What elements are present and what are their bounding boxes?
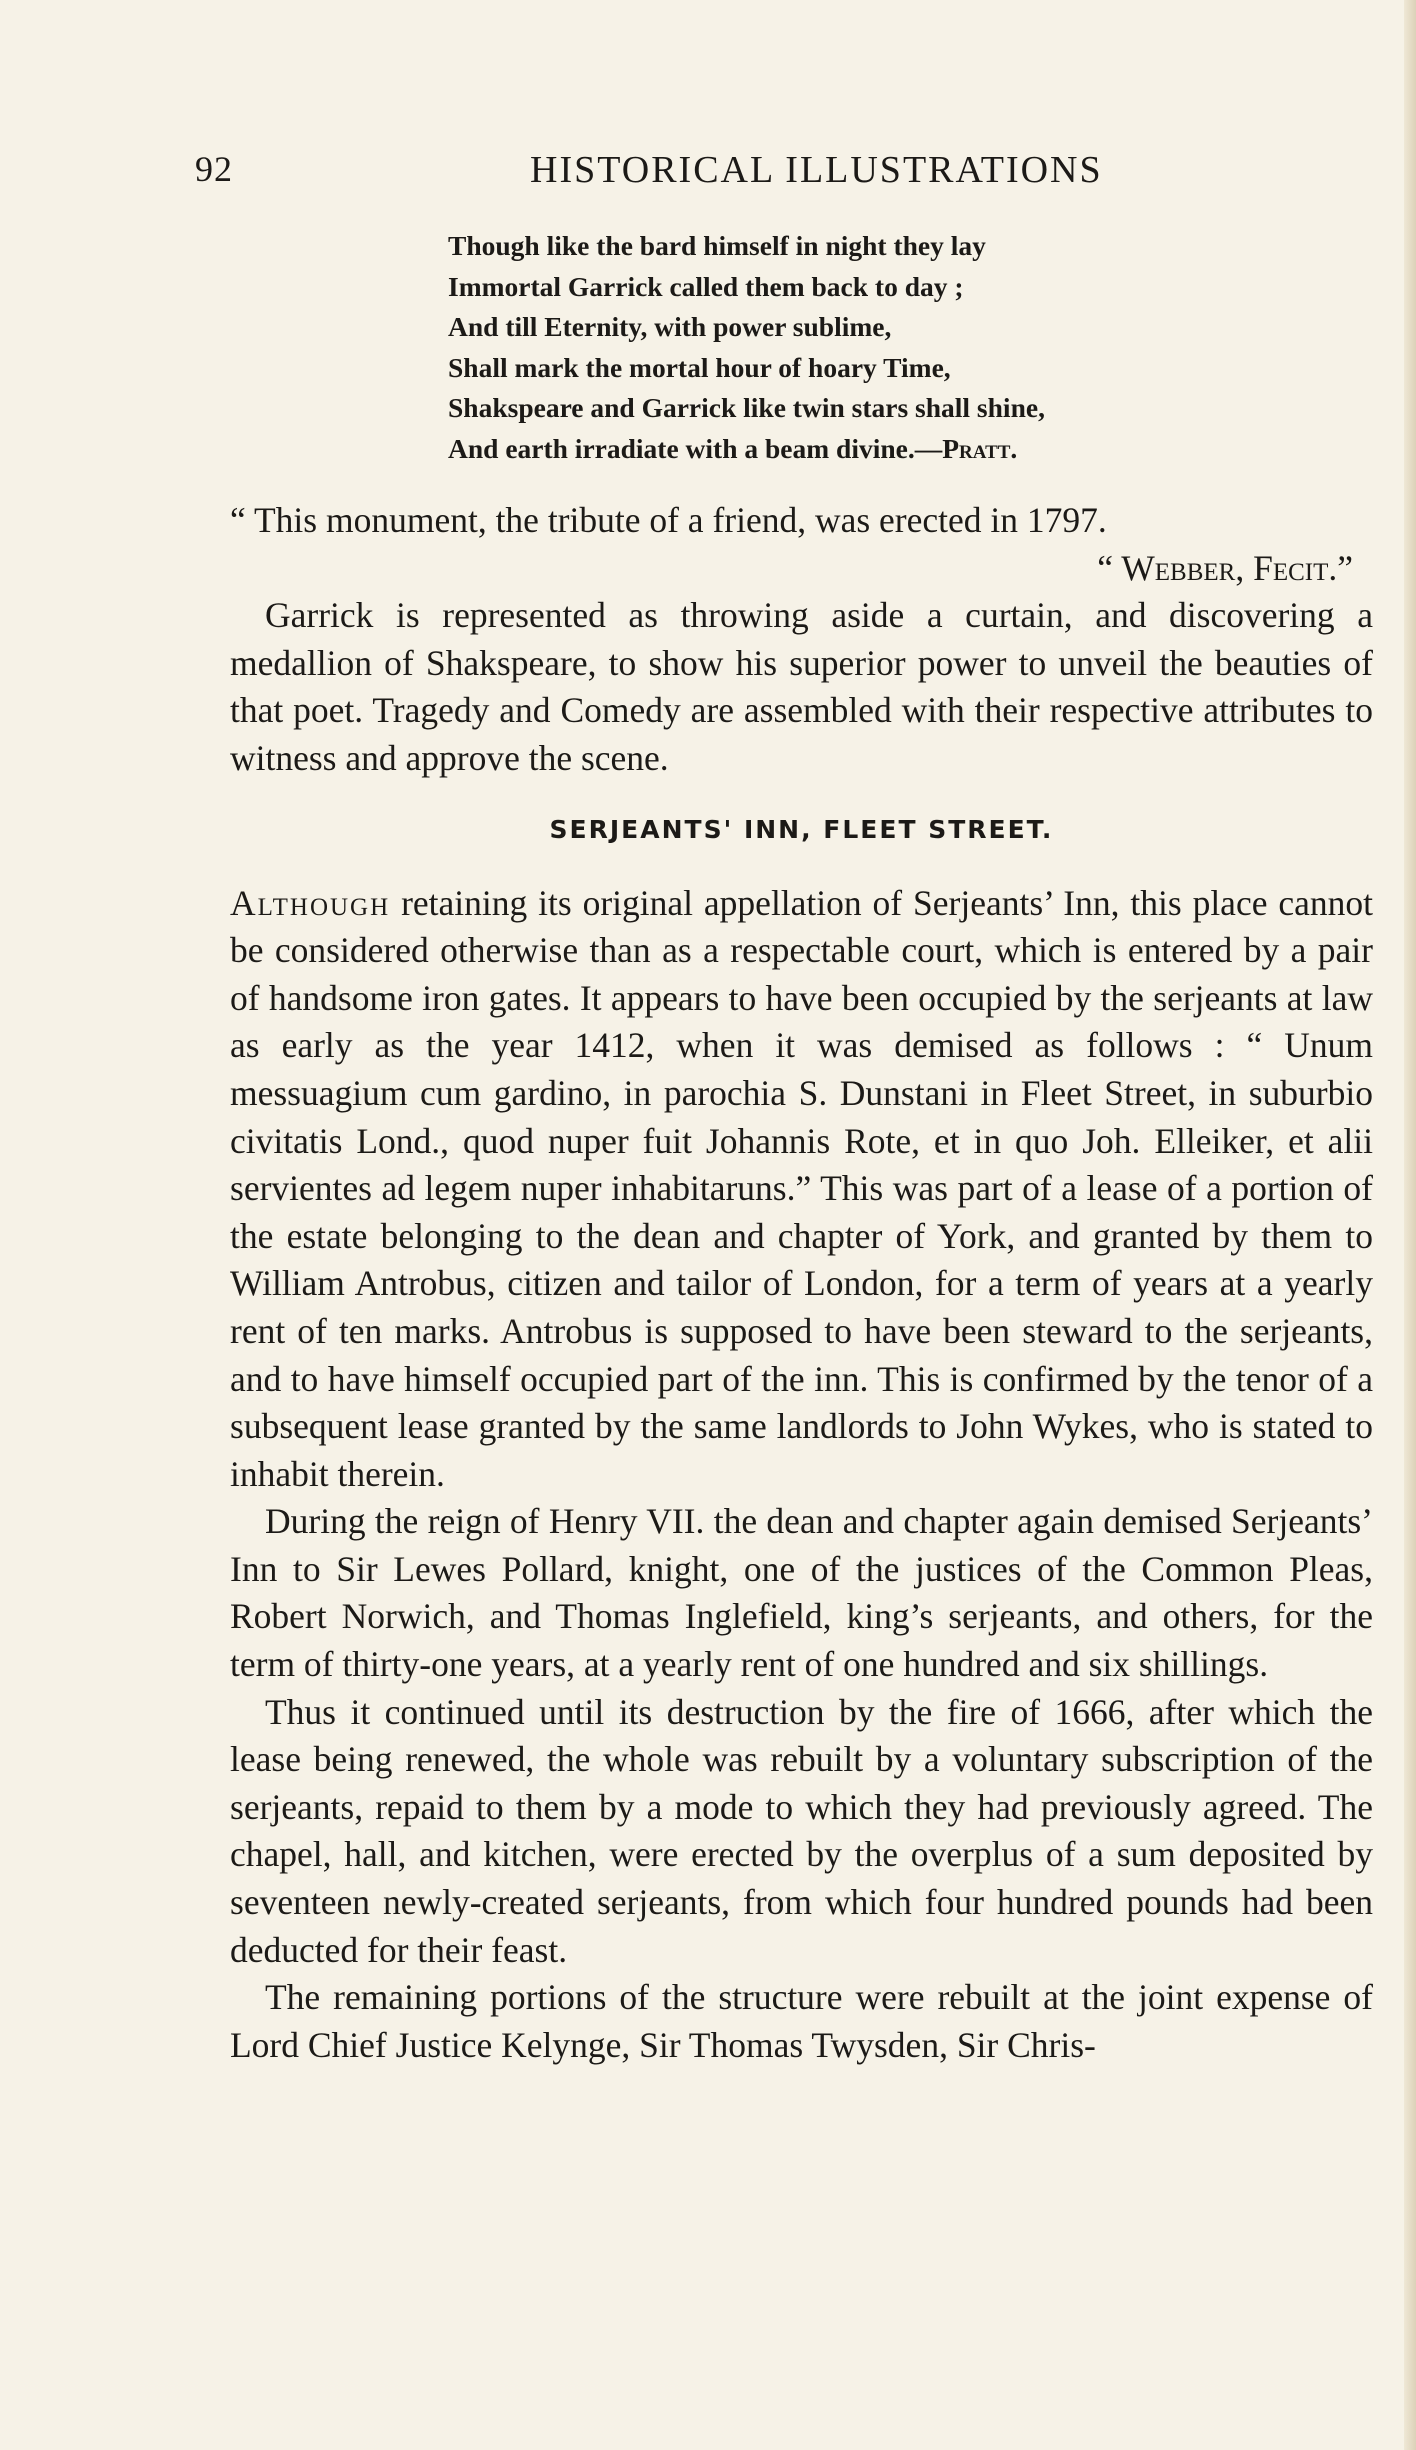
paragraph-opening-word: Although [230,882,391,923]
poem-last-line [448,429,1208,470]
poem-author: Pratt. [942,432,1018,464]
poem-line: Shakspeare and Garrick like twin stars shall shine, [448,392,1045,423]
body-text [230,497,1373,2069]
monument-note: “ This monument, the tribute of a friend, was erected in 1797. [230,500,1107,540]
poem-line: Immortal Garrick called them back to day ; [448,270,964,302]
paragraph-serjeants-inn [230,880,1373,1499]
running-head-title: HISTORICAL ILLUSTRATIONS [530,149,1103,191]
paragraph-remaining-portions: The remaining portions of the structure were rebuilt at the joint expense of Lord Chief Justice Kelynge, Sir Thomas Twysden, Sir Chris- [230,1977,1373,2065]
paragraph-garrick: Garrick is represented as throwing aside a curtain, and discovering a medallion of Shakspeare, to show his superior power to unveil the beauties of that poet. Tragedy and Comedy are assembled with their respective attributes to witness and approve the scene. [230,595,1373,778]
running-head [195,148,1405,194]
page-edge [1404,0,1416,2450]
paragraph-fire-1666: Thus it continued until its destruction by the fire of 1666, after which the lease being renewed, the whole was rebuilt by a voluntary subscription of the serjeants, repaid to them by a mode to which they had previously agreed. The chapel, hall, and kitchen, were erected by the overplus of a sum deposited by seventeen newly-created serjeants, from which four hundred pounds had been deducted for their feast. [230,1691,1373,1970]
poem-last-line-text: And earth irradiate with a beam divine.— [448,432,943,464]
paragraph-serjeants-inn-text: retaining its original appellation of Serjeants’ Inn, this place cannot be considered otherwise than as a respectable court, which is entered by a pair of handsome iron gates. It appears to have been occupied by the serjeants at law as early as the year 1412, when it was demised as follows : “ Unum messuagium cum gardino, in parochia S. Dunstani in Fleet Street, in suburbio civitatis Lond., quod nuper fuit Johannis Rote, et in quo Joh. Elleiker, et alii servientes ad legem nuper inhabitaruns.” This was part of a lease of a portion of the estate belonging to the dean and chapter of York, and granted by them to William Antrobus, citizen and tailor of London, for a term of years at a yearly rent of ten marks. Antrobus is supposed to have been steward to the serjeants, and to have himself occupied part of the inn. This is confirmed by the tenor of a subsequent lease granted by the same landlords to John Wykes, who is stated to inhabit therein. [230,882,1373,1494]
poem [448,226,1208,469]
poem-line: And till Eternity, with power sublime, [448,311,892,342]
page-number: 92 [195,149,233,189]
poem-line: Though like the bard himself in night they lay [448,230,986,261]
monument-signature: “ Webber, Fecit.” [1097,547,1353,588]
poem-line: Shall mark the mortal hour of hoary Time, [448,351,951,383]
paragraph-henry-vii: During the reign of Henry VII. the dean and chapter again demised Serjeants’ Inn to Sir Lewes Pollard, knight, one of the justices of the Common Pleas, Robert Norwich, and Thomas Inglefield, king’s serjeants, and others, for the term of thirty-one years, at a yearly rent of one hundred and six shillings. [230,1501,1373,1685]
section-heading: SERJEANTS' INN, FLEET STREET. [549,814,1054,844]
